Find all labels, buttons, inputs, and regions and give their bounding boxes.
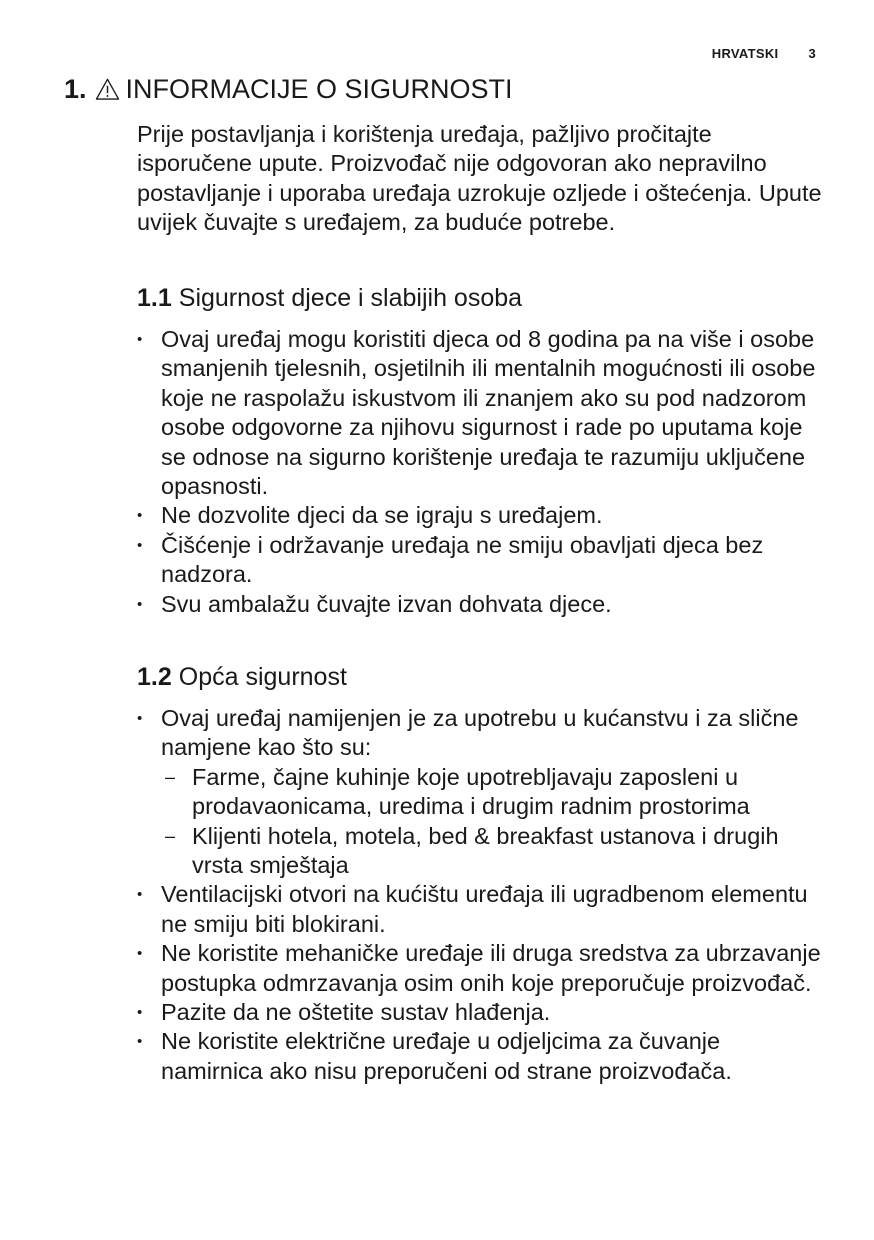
section-number: 1. (64, 74, 87, 104)
list-item-text: Ne dozvolite djeci da se igraju s uređajem. (161, 502, 603, 529)
list-item (137, 590, 827, 619)
intro-paragraph: Prije postavljanja i korištenja uređaja, pažljivo pročitajte isporučene upute. Proizvođač nije odgovoran ako nepravilno postavljanje i uporaba uređaja uzrokuje ozljede i oštećenja. Upute uvijek čuvajte s uređajem, za buduće potrebe. (137, 121, 822, 236)
bullet-glyph: • (137, 945, 143, 963)
bullet-glyph: • (137, 331, 143, 348)
bullet-glyph: • (137, 595, 143, 613)
subsection-heading-1-1 (137, 284, 522, 313)
sub-list-item (161, 822, 827, 881)
list-item-text: Ovaj uređaj namijenjen je za upotrebu u kućanstvu i za slične namjene kao što su: (161, 705, 799, 761)
subsection-number: 1.2 (137, 663, 172, 691)
section-title (64, 74, 513, 105)
sub-list-item-text: Klijenti hotela, motela, bed & breakfast ustanova i drugih vrsta smještaja (192, 822, 779, 879)
dash-glyph: – (165, 766, 176, 787)
list-item (137, 501, 827, 530)
list-item-text: Pazite da ne oštetite sustav hlađenja. (161, 999, 551, 1026)
bullet-glyph: • (137, 507, 143, 525)
general-safety-list (137, 704, 827, 1086)
list-item-text: Svu ambalažu čuvajte izvan dohvata djece. (161, 590, 612, 617)
warning-triangle-icon (95, 77, 120, 102)
bullet-glyph: • (137, 1004, 143, 1022)
list-item (137, 1027, 827, 1086)
list-item (137, 325, 827, 501)
bullet-glyph: • (137, 1033, 143, 1051)
bullet-glyph: • (137, 886, 143, 904)
page-number: 3 (808, 46, 816, 61)
sub-list-item-text: Farme, čajne kuhinje koje upotrebljavaju zaposleni u prodavaonicama, uredima i drugim radnim prostorima (192, 763, 750, 820)
list-item-text: Čišćenje i održavanje uređaja ne smiju obavljati djeca bez nadzora. (161, 531, 764, 588)
subsection-title: Opća sigurnost (178, 663, 347, 691)
list-item (137, 939, 827, 998)
subsection-title: Sigurnost djece i slabijih osoba (178, 284, 523, 312)
subsection-heading-1-2 (137, 663, 347, 692)
sub-list (161, 763, 827, 881)
list-item-text: Ovaj uređaj mogu koristiti djeca od 8 godina pa na više i osobe smanjenih tjelesnih, osjetilnih ili mentalnih mogućnosti ili osobe koje ne raspolažu iskustvom ili znanjem ako su pod nadzorom osobe odgovorne za njihovu sigurnost i rade po uputama koje se odnose na sigurno korištenje uređaja te razumiju uključene opasnosti. (161, 326, 816, 500)
dash-glyph: – (165, 825, 176, 846)
list-item (137, 704, 827, 880)
list-item (137, 998, 827, 1027)
sub-list-item (161, 763, 827, 822)
section-heading-text: INFORMACIJE O SIGURNOSTI (125, 74, 513, 104)
list-item-text: Ne koristite električne uređaje u odjeljcima za čuvanje namirnica ako nisu preporučeni od strane proizvođača. (161, 1028, 732, 1084)
running-header (712, 46, 816, 61)
subsection-number: 1.1 (137, 284, 172, 312)
bullet-glyph: • (137, 536, 143, 554)
list-item (137, 531, 827, 590)
header-language: HRVATSKI (711, 46, 779, 61)
bullet-glyph: • (137, 710, 143, 727)
child-safety-list (137, 325, 827, 619)
list-item-text: Ventilacijski otvori na kućištu uređaja ili ugradbenom elementu ne smiju biti blokirani. (161, 881, 808, 937)
list-item (137, 880, 827, 939)
list-item-text: Ne koristite mehaničke uređaje ili druga sredstva za ubrzavanje postupka odmrzavanja osim onih koje preporučuje proizvođač. (161, 940, 821, 996)
